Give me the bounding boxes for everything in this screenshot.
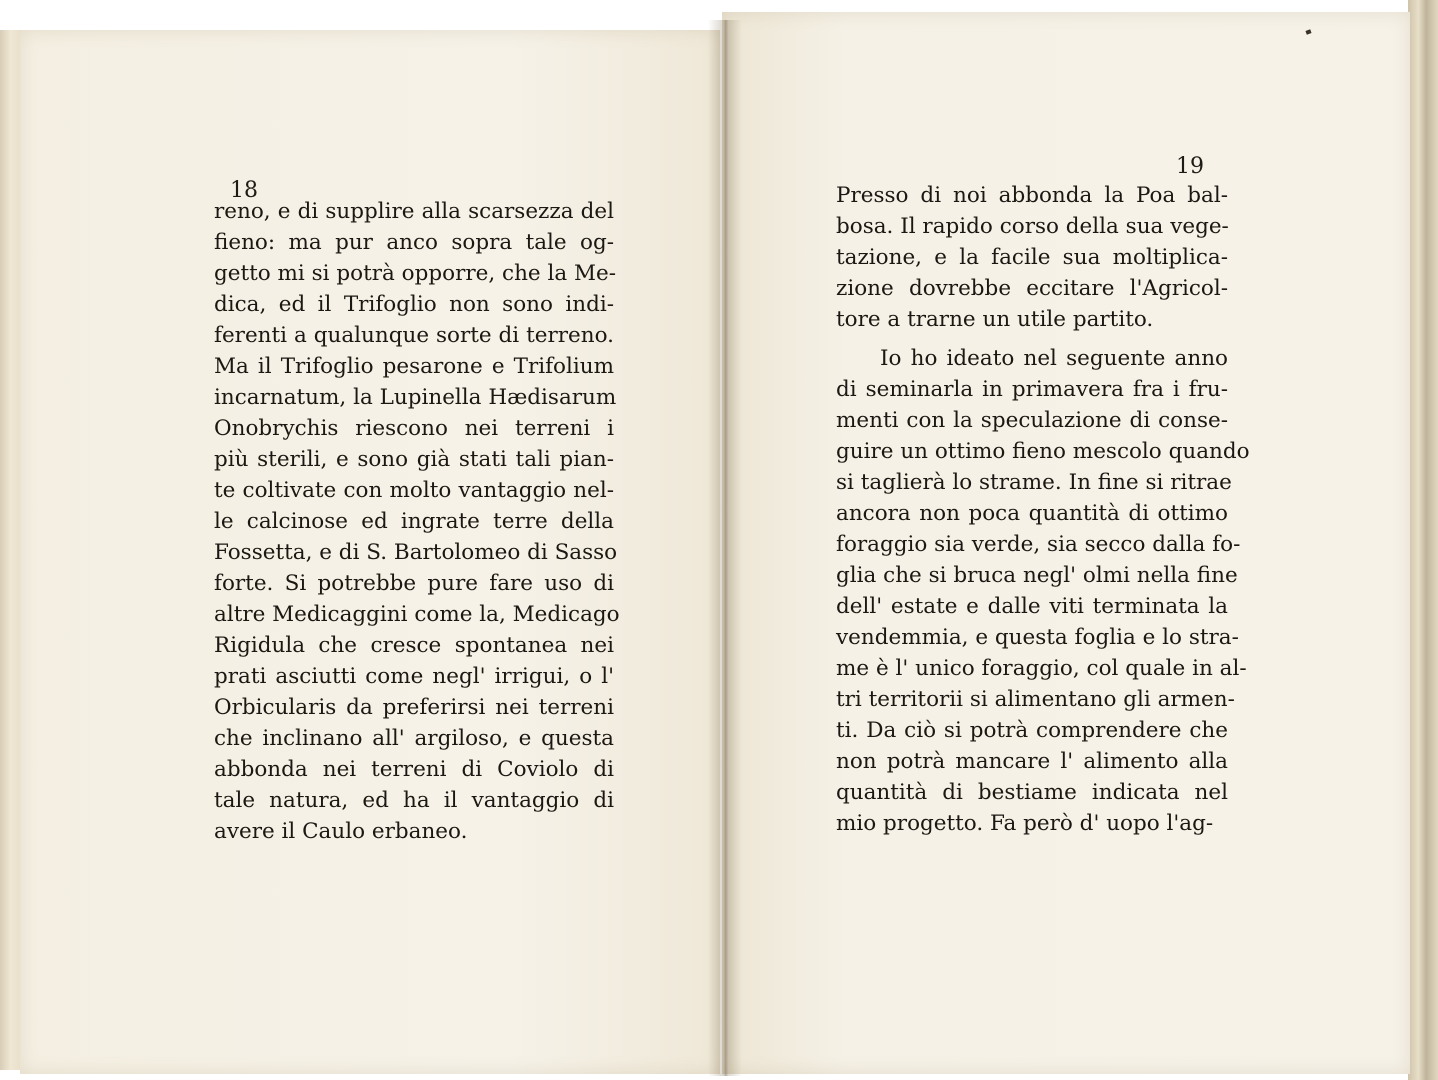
text-line: me è l' unico foraggio, col quale in al- [836, 656, 1247, 681]
text-line: guire un ottimo fieno mescolo quando [836, 439, 1250, 464]
left-page-number: 18 [230, 178, 258, 203]
text-line: tri territorii si alimentano gli armen- [836, 687, 1235, 712]
text-line: non potrà mancare l' alimento alla [836, 749, 1228, 774]
text-line: te coltivate con molto vantaggio nel- [214, 478, 614, 503]
text-line: bosa. Il rapido corso della sua vege- [836, 214, 1229, 239]
text-line: forte. Si potrebbe pure fare uso di [214, 571, 614, 596]
text-line: reno, e di supplire alla scarsezza del [214, 199, 614, 224]
paragraph-gap [836, 335, 1228, 343]
text-line: abbonda nei terreni di Coviolo di [214, 757, 614, 782]
text-line: fieno: ma pur anco sopra tale og- [214, 230, 614, 255]
text-line: zione dovrebbe eccitare l'Agricol- [836, 276, 1228, 301]
book-gutter [708, 20, 742, 1076]
right-page-number: 19 [1176, 154, 1204, 179]
text-line: altre Medicaggini come la, Medicago [214, 602, 620, 627]
text-line: le calcinose ed ingrate terre della [214, 509, 614, 534]
text-line: tazione, e la facile sua moltiplica- [836, 245, 1228, 270]
text-line: di seminarla in primavera fra i fru- [836, 377, 1228, 402]
right-page-text [836, 180, 1250, 839]
text-line: avere il Caulo erbaneo. [214, 819, 468, 844]
text-line: ferenti a qualunque sorte di terreno. [214, 323, 614, 348]
text-line: si taglierà lo strame. In fine si ritrae [836, 470, 1232, 495]
text-line: menti con la speculazione di conse- [836, 408, 1228, 433]
text-line: Ma il Trifoglio pesarone e Trifolium [214, 354, 614, 379]
text-line: Fossetta, e di S. Bartolomeo di Sasso [214, 540, 618, 565]
text-line: Presso di noi abbonda la Poa bal- [836, 183, 1228, 208]
text-line: tore a trarne un utile partito. [836, 307, 1154, 332]
text-line: Orbicularis da preferirsi nei terreni [214, 695, 614, 720]
right-page-stack-edge [1408, 0, 1438, 1080]
text-line: Io ho ideato nel seguente anno [880, 346, 1228, 371]
text-line: più sterili, e sono già stati tali pian- [214, 447, 614, 472]
text-line: quantità di bestiame indicata nel [836, 780, 1228, 805]
text-line: Rigidula che cresce spontanea nei [214, 633, 614, 658]
text-line: glia che si bruca negl' olmi nella fine [836, 563, 1238, 588]
text-line: dell' estate e dalle viti terminata la [836, 594, 1228, 619]
text-line: getto mi si potrà opporre, che la Me- [214, 261, 617, 286]
text-line: Onobrychis riescono nei terreni i [214, 416, 614, 441]
text-line: foraggio sia verde, sia secco dalla fo- [836, 532, 1241, 557]
text-line: incarnatum, la Lupinella Hædisarum [214, 385, 617, 410]
text-line: tale natura, ed ha il vantaggio di [214, 788, 614, 813]
text-line: prati asciutti come negl' irrigui, o l' [214, 664, 614, 689]
text-line: che inclinano all' argiloso, e questa [214, 726, 614, 751]
text-line: vendemmia, e questa foglia e lo stra- [836, 625, 1239, 650]
text-line: dica, ed il Trifoglio non sono indi- [214, 292, 614, 317]
text-line: ti. Da ciò si potrà comprendere che [836, 718, 1228, 743]
text-line: mio progetto. Fa però d' uopo l'ag- [836, 811, 1214, 836]
text-line: ancora non poca quantità di ottimo [836, 501, 1228, 526]
left-page-text [214, 196, 620, 847]
